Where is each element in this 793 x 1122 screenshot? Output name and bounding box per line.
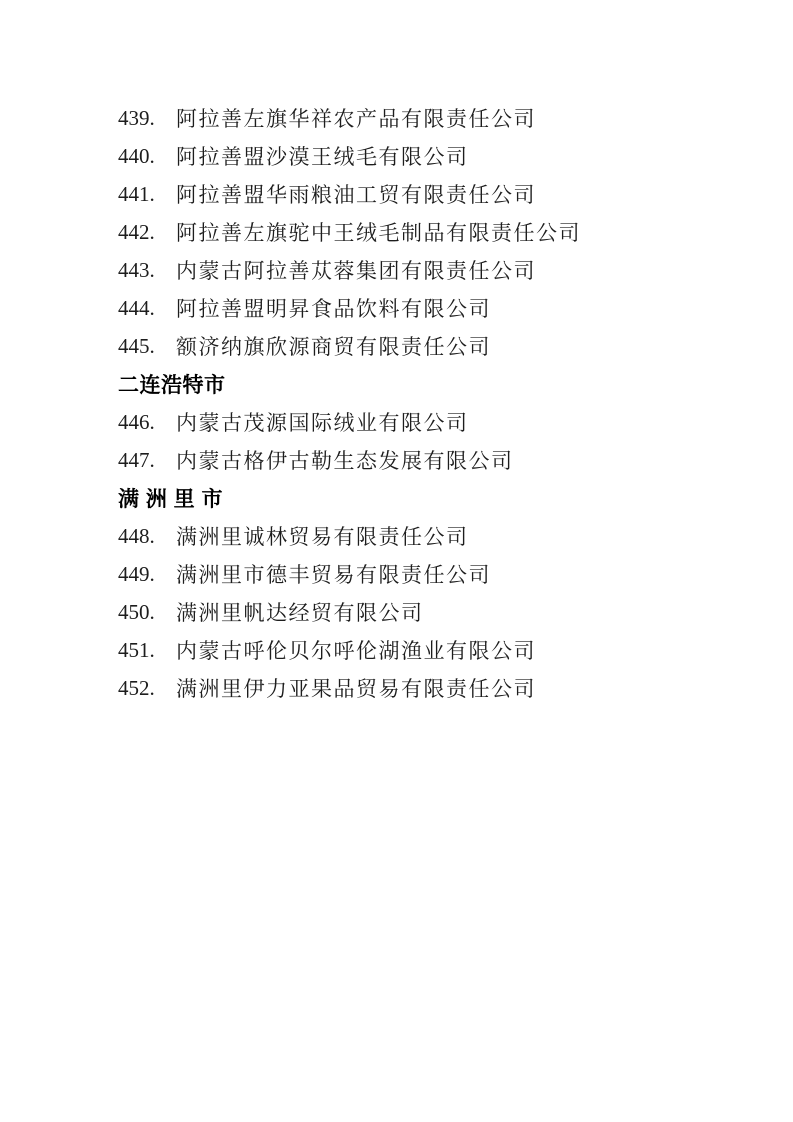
list-item-number: 447. <box>118 447 155 472</box>
list-item-number: 448. <box>118 523 155 548</box>
list-item <box>118 289 678 327</box>
list-item-number: 446. <box>118 409 155 434</box>
list-item-number: 445. <box>118 333 155 358</box>
company-name: 内蒙古呼伦贝尔呼伦湖渔业有限公司 <box>176 639 536 663</box>
company-name: 阿拉善左旗驼中王绒毛制品有限责任公司 <box>176 221 581 245</box>
list-item <box>118 99 678 137</box>
list-item-number: 439. <box>118 105 155 130</box>
list-item-number: 450. <box>118 599 155 624</box>
company-name: 内蒙古茂源国际绒业有限公司 <box>176 411 469 435</box>
list-item <box>118 137 678 175</box>
list-item <box>118 517 678 555</box>
company-name: 满洲里伊力亚果品贸易有限责任公司 <box>176 677 536 701</box>
city-section-header: 满 洲 里 市 <box>118 488 224 511</box>
company-name: 阿拉善盟沙漠王绒毛有限公司 <box>176 145 469 169</box>
company-name: 满洲里诚林贸易有限责任公司 <box>176 525 469 549</box>
list-item <box>118 403 678 441</box>
list-item <box>118 175 678 213</box>
company-name: 阿拉善盟华雨粮油工贸有限责任公司 <box>176 183 536 207</box>
list-item-number: 444. <box>118 295 155 320</box>
list-item-number: 441. <box>118 181 155 206</box>
list-item-number: 443. <box>118 257 155 282</box>
list-item <box>118 631 678 669</box>
company-name: 内蒙古格伊古勒生态发展有限公司 <box>176 449 514 473</box>
list-item <box>118 669 678 707</box>
list-item-number: 449. <box>118 561 155 586</box>
company-name: 满洲里市德丰贸易有限责任公司 <box>176 563 491 587</box>
list-item <box>118 555 678 593</box>
list-item-number: 442. <box>118 219 155 244</box>
company-list <box>118 99 678 707</box>
list-item <box>118 593 678 631</box>
list-item <box>118 213 678 251</box>
company-name: 额济纳旗欣源商贸有限责任公司 <box>176 335 491 359</box>
list-item-number: 452. <box>118 675 155 700</box>
list-item-number: 451. <box>118 637 155 662</box>
city-section-header: 二连浩特市 <box>118 374 226 397</box>
list-item-number: 440. <box>118 143 155 168</box>
company-name: 阿拉善左旗华祥农产品有限责任公司 <box>176 107 536 131</box>
list-item <box>118 251 678 289</box>
list-item <box>118 327 678 365</box>
list-item <box>118 441 678 479</box>
company-name: 满洲里帆达经贸有限公司 <box>176 601 424 625</box>
company-name: 内蒙古阿拉善苁蓉集团有限责任公司 <box>176 259 536 283</box>
company-name: 阿拉善盟明昇食品饮料有限公司 <box>176 297 491 321</box>
